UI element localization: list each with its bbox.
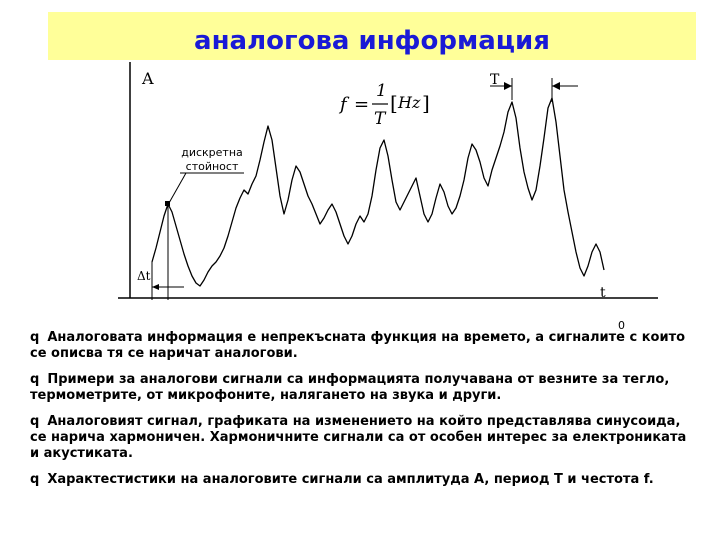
formula-bracket-close: ] (422, 91, 430, 115)
formula-f: f (340, 94, 347, 115)
period-arrowhead-left (504, 82, 512, 90)
formula-denominator: T (374, 109, 386, 129)
bullet-item-harmonic (30, 414, 690, 462)
bullet-marker: q (30, 372, 40, 387)
dt-label: Δt (137, 269, 151, 283)
bullet-text: Аналоговият сигнал, графиката на изменението на който представлява синусоида, се нарича хармоничен. Хармоничните сигнали са от особен интерес за електрониката и акустиката. (30, 414, 687, 461)
discrete-label-line2: стойност (185, 160, 239, 173)
formula-bracket-open: [ (390, 91, 398, 115)
amplitude-label: A (142, 69, 154, 88)
frequency-formula (338, 81, 430, 129)
bullet-marker: q (30, 330, 40, 345)
period-label: T (490, 72, 500, 88)
formula-unit: Hz (398, 93, 421, 112)
bullet-text: Аналоговата информация е непрекъсната функция на времето, а сигналите с които се описва тя се наричат аналогови. (30, 330, 686, 361)
bullet-item-examples (30, 372, 690, 404)
period-arrowhead-right (552, 82, 560, 90)
bullet-item-definition (30, 330, 690, 362)
discrete-label-line1: дискретна (181, 146, 243, 159)
page-title: аналогова информация (194, 26, 550, 56)
time-label: t (600, 285, 606, 301)
bullet-marker: q (30, 472, 40, 487)
bullet-marker: q (30, 414, 40, 429)
bullet-list (30, 330, 690, 498)
formula-numerator: 1 (376, 81, 387, 101)
bullet-text: Примери за аналогови сигнали са информацията получавана от везните за тегло, термометрите, от микрофоните, налягането на звука и други. (30, 372, 670, 403)
formula-eq: = (354, 94, 370, 115)
origin-label: 0 (618, 319, 625, 330)
bullet-item-characteristics (30, 472, 690, 488)
dt-arrowhead (152, 284, 159, 290)
discrete-pointer (169, 173, 186, 203)
bullet-text: Характестистики на аналоговите сигнали са амплитуда A, период T и честота f. (47, 472, 654, 487)
